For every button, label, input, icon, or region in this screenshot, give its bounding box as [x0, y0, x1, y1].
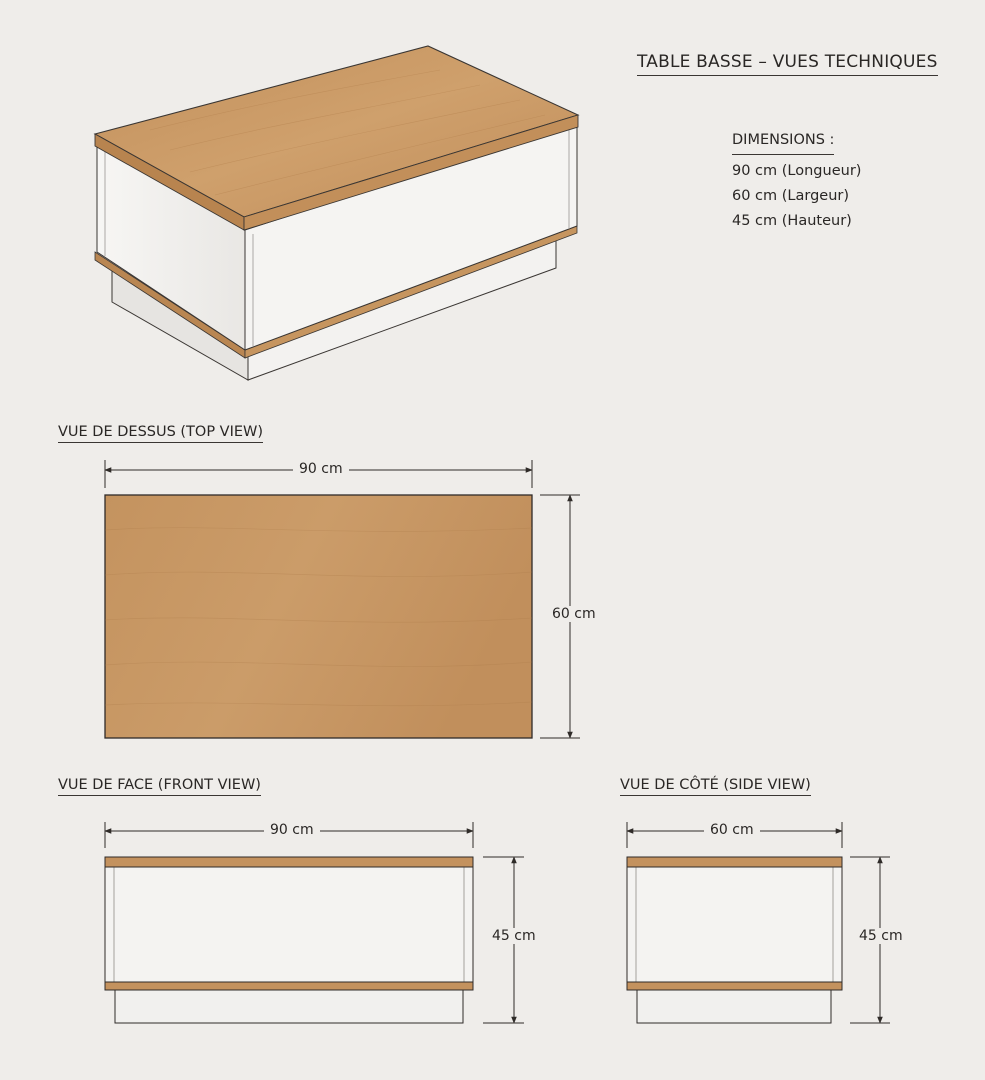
top-view-drawing [105, 460, 580, 738]
side-view-plinth [637, 990, 831, 1023]
top-view-width-label: 90 cm [293, 461, 349, 477]
dimension-width: 60 cm (Largeur) [732, 188, 850, 204]
side-view-title: VUE DE CÔTÉ (SIDE VIEW) [620, 777, 811, 796]
front-view-width-label: 90 cm [264, 822, 320, 838]
front-view-top [105, 857, 473, 867]
front-view-body [105, 866, 473, 982]
dimension-length: 90 cm (Longueur) [732, 163, 862, 179]
front-view-drawing [105, 822, 524, 1023]
side-view-width-label: 60 cm [704, 822, 760, 838]
dimension-height: 45 cm (Hauteur) [732, 213, 852, 229]
front-view-title: VUE DE FACE (FRONT VIEW) [58, 777, 261, 796]
dimensions-heading: DIMENSIONS : [732, 128, 834, 155]
top-view-tabletop [105, 495, 532, 738]
dimensions-block [732, 128, 861, 234]
top-view-title: VUE DE DESSUS (TOP VIEW) [58, 424, 263, 443]
page-title: TABLE BASSE – VUES TECHNIQUES [637, 52, 938, 76]
front-view-bottom-strip [105, 982, 473, 990]
side-view-height-label: 45 cm [853, 928, 909, 944]
top-view-depth-label: 60 cm [546, 606, 602, 622]
side-view-body [627, 866, 842, 982]
front-view-plinth [115, 990, 463, 1023]
side-view-drawing [627, 822, 890, 1023]
side-view-bottom-strip [627, 982, 842, 990]
isometric-view [95, 46, 578, 380]
side-view-top [627, 857, 842, 867]
front-view-height-label: 45 cm [486, 928, 542, 944]
